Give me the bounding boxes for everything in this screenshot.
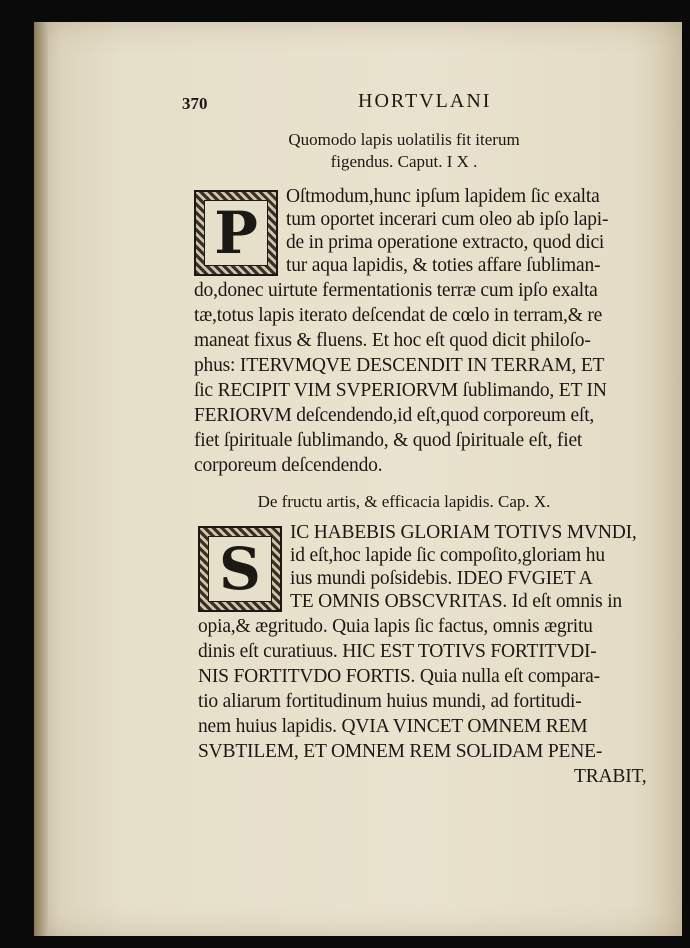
- body-line: opia,& ægritudo. Quia lapis ſic factus, omnis ægritu: [198, 616, 593, 637]
- body-line: tio aliarum fortitudinum huius mundi, ad fortitudi-: [198, 691, 582, 712]
- body-line: ius mundi poſsidebis. IDEO FVGIET A: [290, 568, 593, 589]
- body-line: FERIORVM deſcendendo,id eſt,quod corporeum eſt,: [194, 405, 595, 426]
- body-line: IC HABEBIS GLORIAM TOTIVS MVNDI,: [290, 522, 637, 543]
- page-gutter: [34, 22, 48, 936]
- body-line: TE OMNIS OBSCVRITAS. Id eſt omnis in: [290, 591, 622, 612]
- body-line: do,donec uirtute fermentationis terræ cum ipſo exalta: [194, 280, 598, 301]
- chapter-10-title: De fructu artis, & efficacia lapidis. Cap. X.: [257, 492, 551, 511]
- body-line: TRABIT,: [574, 766, 647, 787]
- page-number: 370: [182, 94, 208, 113]
- body-line: tum oportet incerari cum oleo ab ipſo lapi-: [286, 209, 609, 230]
- body-line: tæ,totus lapis iterato deſcendat de cœlo in terram,& re: [194, 305, 603, 326]
- decorated-initial-p: [194, 190, 278, 276]
- body-line: ſic RECIPIT VIM SVPERIORVM ſublimando, ET IN: [194, 380, 607, 401]
- body-line: SVBTILEM, ET OMNEM REM SOLIDAM PENE-: [198, 741, 603, 762]
- book-page: [34, 22, 682, 936]
- initial-letter: S: [208, 536, 272, 602]
- chapter-9-title-line-2: figendus. Caput. I X .: [330, 152, 478, 171]
- body-line: de in prima operatione extracto, quod dici: [286, 232, 605, 253]
- initial-letter: P: [204, 200, 268, 266]
- body-line: fiet ſpirituale ſublimando, & quod ſpirituale eſt, fiet: [194, 430, 583, 451]
- body-line: tur aqua lapidis, & toties affare ſubliman-: [286, 255, 601, 276]
- decorated-initial-s: [198, 526, 282, 612]
- body-line: nem huius lapidis. QVIA VINCET OMNEM REM: [198, 716, 588, 737]
- body-line: id eſt,hoc lapide ſic compoſito,gloriam hu: [290, 545, 605, 566]
- body-line: Oſtmodum,hunc ipſum lapidem ſic exalta: [286, 186, 600, 207]
- running-title: HORTVLANI: [358, 90, 492, 112]
- chapter-9-title-line-1: Quomodo lapis uolatilis fit iterum: [288, 130, 520, 149]
- body-line: maneat fixus & fluens. Et hoc eſt quod dicit philoſo-: [194, 330, 591, 351]
- body-line: dinis eſt curatiuus. HIC EST TOTIVS FORTITVDI-: [198, 641, 597, 662]
- body-line: corporeum deſcendendo.: [194, 455, 383, 476]
- body-line: phus: ITERVMQVE DESCENDIT IN TERRAM, ET: [194, 355, 605, 376]
- body-line: NIS FORTITVDO FORTIS. Quia nulla eſt compara-: [198, 666, 600, 687]
